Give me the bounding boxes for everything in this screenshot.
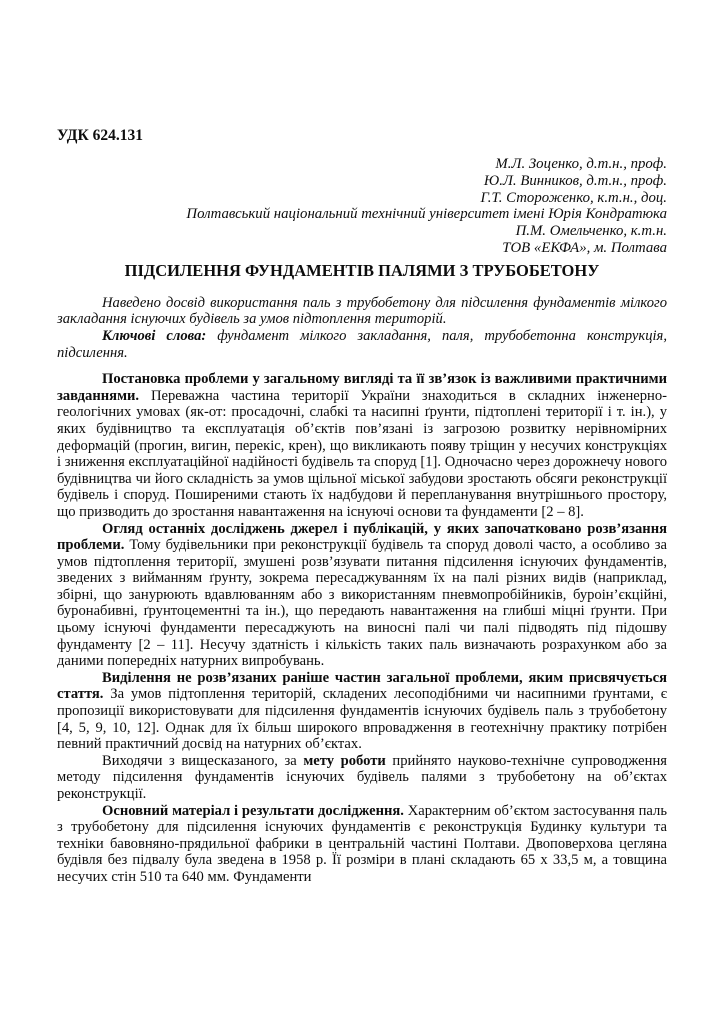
page-content	[57, 127, 667, 886]
paragraph-body: Характерним об’єктом застосування паль з трубобетону для підсилення існуючих фундаментів є реконструкція Будинку культури та техніки бавовняно-прядильної фабрики в центральній частині Полтави. Двоповерхова цегляна будівля без підвалу була зведена в 1958 р. Її розміри в плані складають 65 х 33,5 м, а товщина несучих стін 510 та 640 мм. Фундаменти	[57, 802, 667, 885]
paragraph-problem-statement	[57, 371, 667, 520]
paragraph-literature-review	[57, 521, 667, 670]
paragraph-body: За умов підтоплення територій, складених лесоподібними чи насипними ґрунтами, є пропозиції використовувати для підсилення фундаментів існуючих будівель паль з трубобетону [4, 5, 9, 10, 12]. Однак для їх більш широкого впровадження в геотехнічну практику потрібен певний практичний досвід на натурних об’єктах.	[57, 686, 667, 753]
affiliation-line: Полтавський національний технічний університет імені Юрія Кондратюка	[186, 206, 667, 223]
author-line: М.Л. Зоценко, д.т.н., проф.	[495, 156, 667, 172]
paragraph-lead: Виділення не розв’язаних раніше частин загальної проблеми, яким присвячується стаття.	[57, 669, 667, 703]
paragraph-lead: Основний матеріал і результати дослідження.	[102, 802, 408, 819]
paragraph-body: Переважна частина території України знаходиться в складних інженерно-геологічних умовах (як-от: просадочні, слабкі та насипні ґрунти, підтоплені території і т. ін.), у яких будівництво та експлуатація об’єктів пов’язані із загрозою розвитку нерівномірних деформацій (прогин, вигин, перекіс, крен), що викликають появу тріщин у несучих конструкціях і зниження експлуатаційної надійності будівель та споруд [1]. Одночасно через дорожнечу нового будівництва чи його складність за умов щільної міської забудови зростають обсяги реконструкції будівель і споруд. Поширеними стають їх надбудови й перепланування внутрішнього простору, що призводить до зростання навантаження на існуючі основи та фундаменти [2 – 8].	[57, 387, 667, 520]
paragraph-main-material	[57, 803, 667, 886]
paragraph-lead: Постановка проблеми у загальному вигляді та її зв’язок із важливими практичними завданнями.	[57, 371, 667, 404]
abstract-block	[57, 295, 667, 361]
paragraph-body: Тому будівельники при реконструкції будівель та споруд доволі часто, а особливо за умов підтоплення території, змушені розв’язувати питання підсилення існуючих фундаментів, зведених з вийманням ґрунту, зокрема пересаджуванням їх на палі різних видів (наприклад, збірні, що занурюють вдавлюванням або з використанням пневмопробійників, буроін’єкційні, буронабивні, ґрунтоцементні та ін.), що передають навантаження на глибші міцні ґрунти. При цьому існуючі фундаменти пересаджують на виносні палі чи палі підводять під підошву фундаменту [2 – 11]. Несучу здатність і кількість таких паль визначають розрахунком або за даними попередніх натурних випробувань.	[57, 537, 667, 670]
paragraph-unsolved-parts	[57, 670, 667, 753]
paper-title: ПІДСИЛЕННЯ ФУНДАМЕНТІВ ПАЛЯМИ З ТРУБОБЕТОНУ	[124, 260, 600, 280]
paragraph-body: Виходячи з вищесказаного, за	[102, 752, 304, 769]
author-line: Г.Т. Стороженко, к.т.н., доц.	[480, 189, 667, 206]
keywords-label: Ключові слова:	[102, 327, 218, 344]
author-line: Ю.Л. Винников, д.т.н., проф.	[483, 172, 667, 189]
paragraph-work-goal	[57, 753, 667, 803]
paragraph-lead: Огляд останніх досліджень джерел і публікацій, у яких започатковано розв’язання проблеми.	[57, 520, 667, 554]
paragraph-goal-emphasis: мету роботи	[303, 752, 386, 769]
udc-code: УДК 624.131	[57, 127, 143, 144]
author-line: П.М. Омельченко, к.т.н.	[515, 223, 667, 240]
abstract-text: Наведено досвід використання паль з трубобетону для підсилення фундаментів мілкого закладання існуючих будівель за умов підтоплення територій.	[57, 294, 667, 328]
keywords-text: фундамент мілкого закладання, паля, трубобетонна конструкція, підсилення.	[57, 327, 667, 361]
paragraph-body: прийнято науково-технічне супроводження методу підсилення фундаментів існуючих будівель палями з трубобетону на об’єктах реконструкції.	[57, 752, 667, 802]
authors-block	[57, 156, 667, 257]
affiliation-line: ТОВ «ЕКФА», м. Полтава	[502, 239, 667, 256]
keywords-line	[57, 328, 667, 361]
